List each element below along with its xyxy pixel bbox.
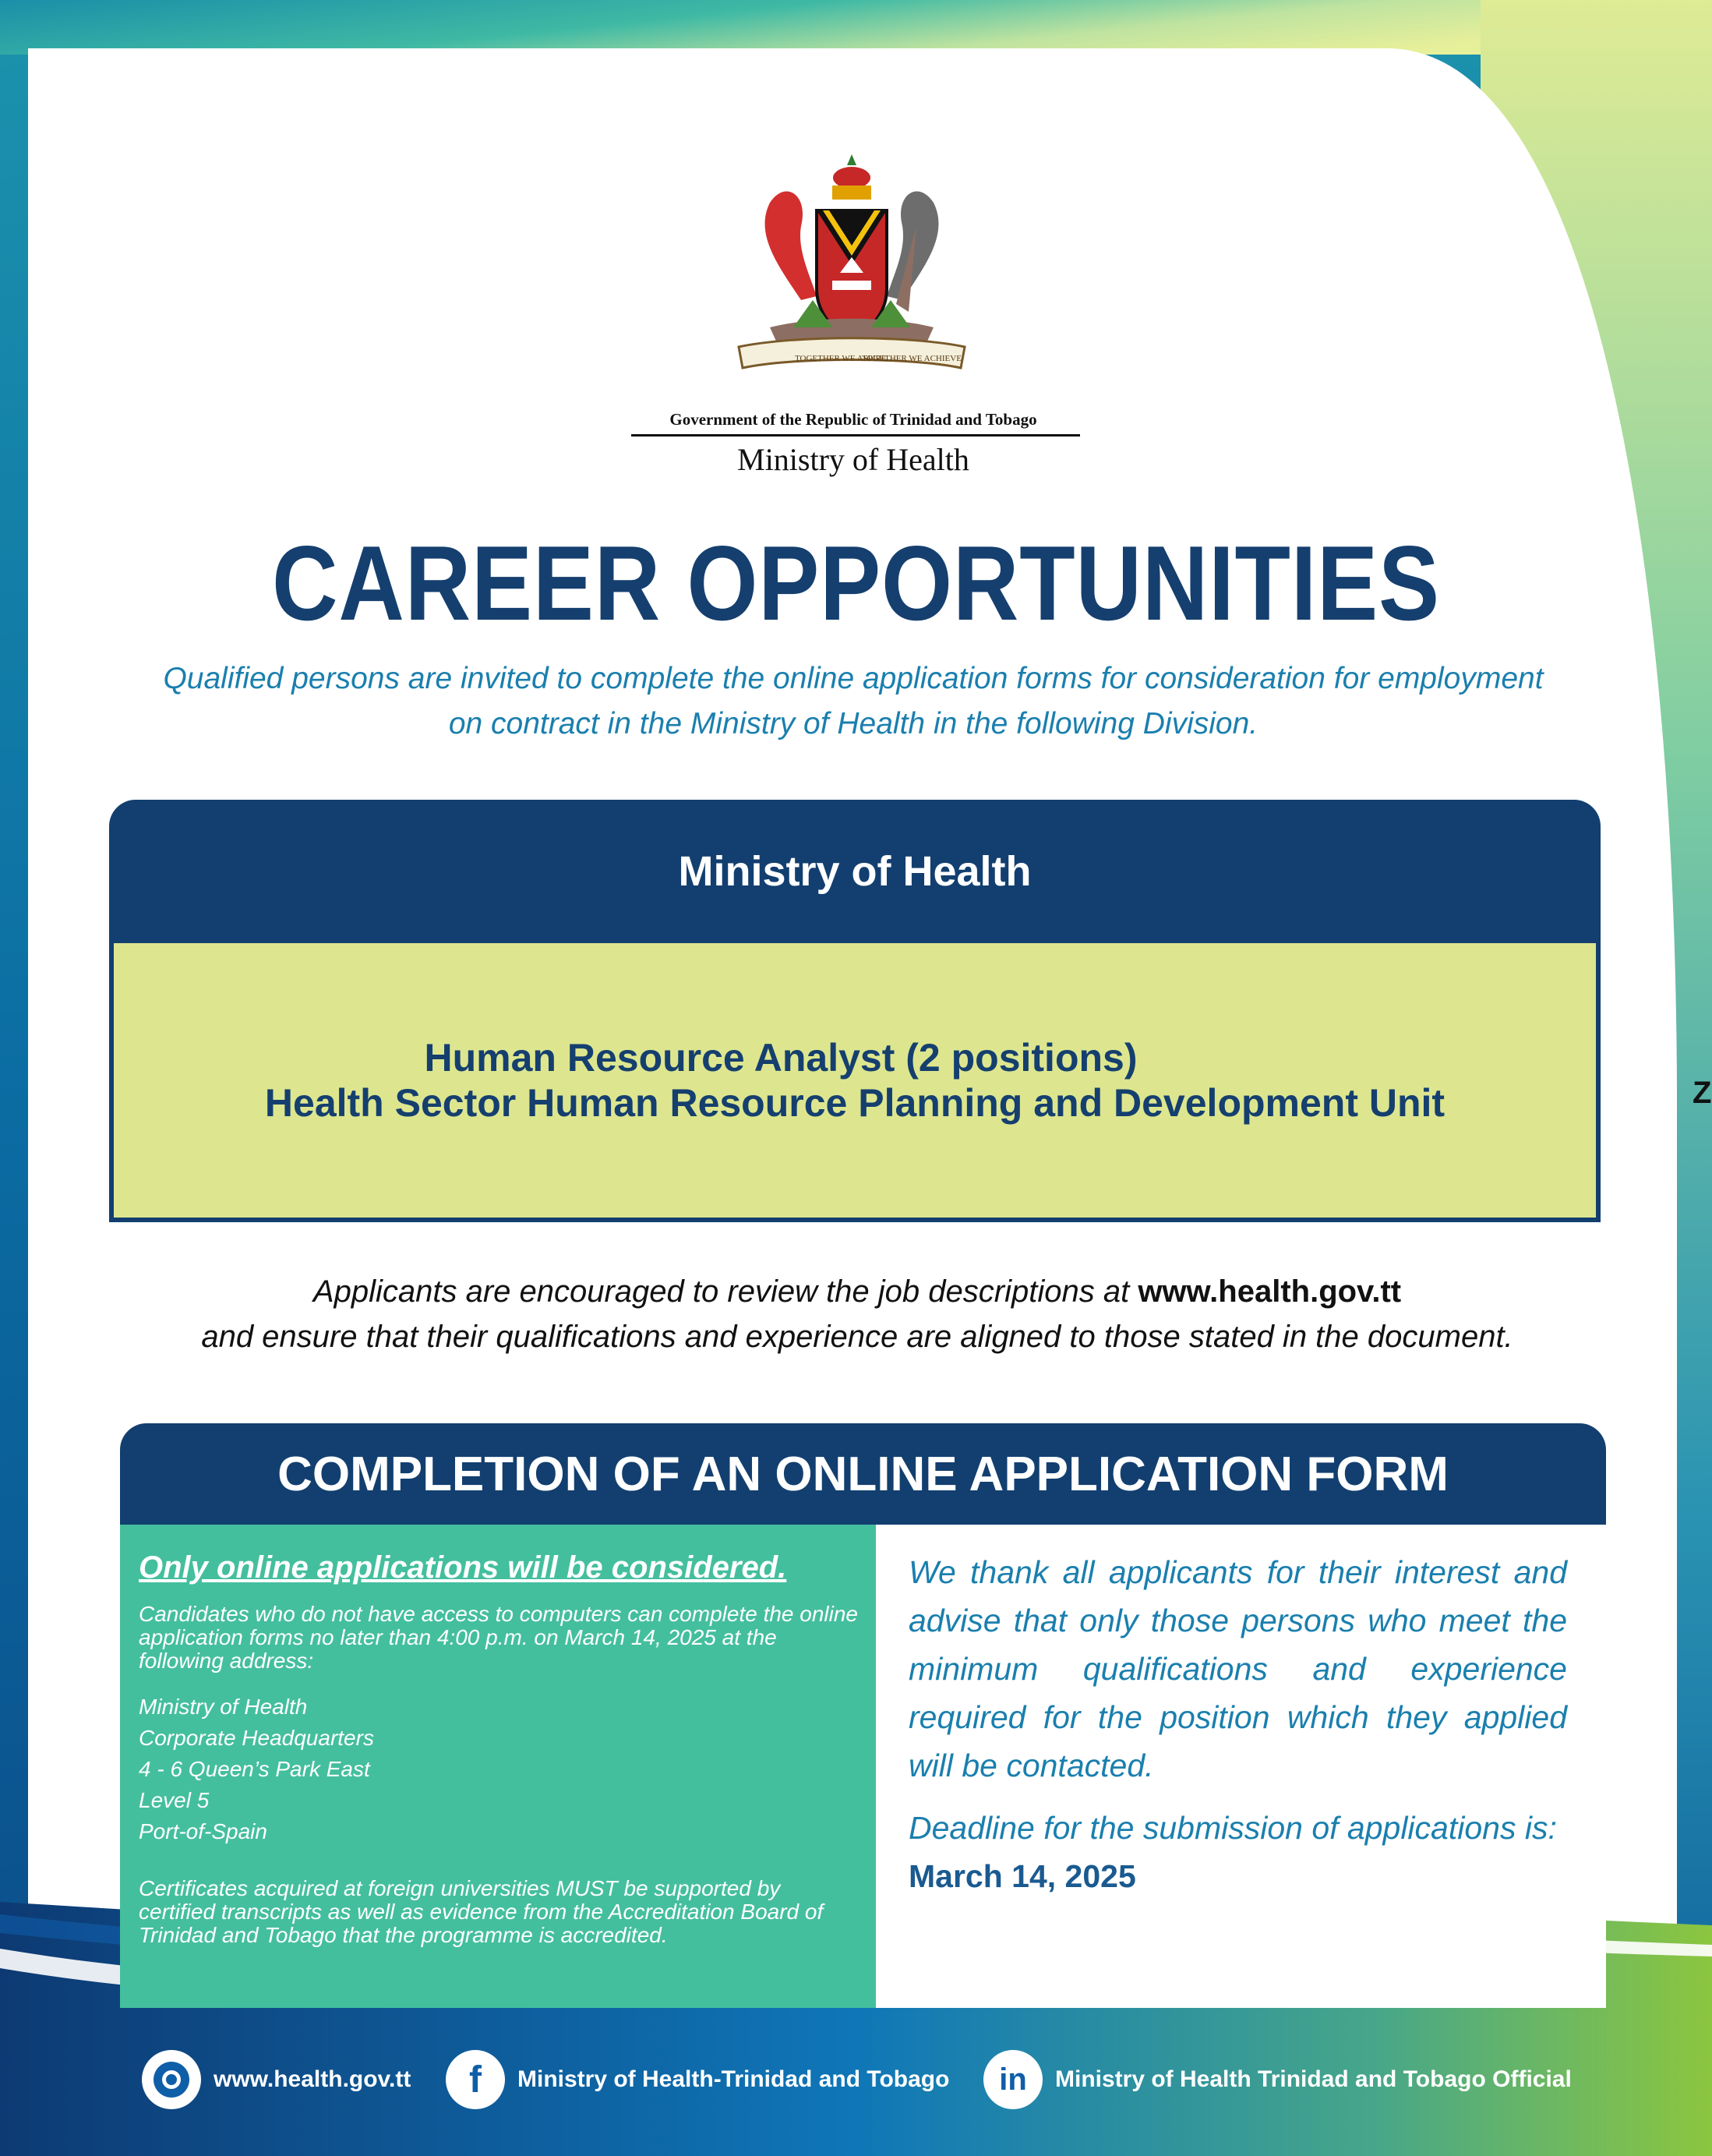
address-line: Corporate Headquarters	[139, 1726, 374, 1750]
crest-motto-left: TOGETHER WE ASPIRE	[795, 354, 887, 363]
address-line: Ministry of Health	[139, 1695, 308, 1719]
facebook-icon: f	[446, 2050, 505, 2109]
only-online-notice: Only online applications will be considered.	[139, 1550, 787, 1585]
header-divider	[631, 434, 1080, 437]
ministry-line: Ministry of Health	[737, 442, 969, 477]
completion-left-panel	[120, 1525, 876, 2008]
review-note-line-2: and ensure that their qualifications and experience are aligned to those stated in the document.	[201, 1320, 1513, 1354]
footer	[0, 2034, 1712, 2144]
ministry-box-heading: Ministry of Health	[109, 800, 1601, 943]
address-block	[139, 1691, 860, 1847]
ministry-box-body	[109, 943, 1601, 1222]
review-note-prefix: Applicants are encouraged to review the job descriptions at	[312, 1274, 1138, 1309]
footer-linkedin[interactable]	[983, 2050, 1572, 2109]
position-title: Human Resource Analyst (2 positions)	[424, 1036, 1138, 1080]
footer-website[interactable]	[142, 2050, 411, 2109]
page-title: CAREER OPPORTUNITIES	[272, 524, 1440, 642]
unit-title: Health Sector Human Resource Planning and Development Unit	[264, 1081, 1445, 1125]
review-note	[78, 1269, 1636, 1359]
review-note-line-1	[78, 1269, 1636, 1314]
government-line: Government of the Republic of Trinidad and Tobago	[669, 410, 1037, 429]
deadline-label: Deadline for the submission of applications is:	[909, 1810, 1557, 1846]
thanks-text: We thank all applicants for their interest and advise that only those persons who meet the minimum qualifications and experience required for the position which they applied will be contacted.	[909, 1554, 1567, 1783]
globe-icon	[142, 2050, 201, 2109]
completion-right-panel	[876, 1525, 1606, 2008]
footer-facebook-label: Ministry of Health-Trinidad and Tobago	[517, 2066, 950, 2092]
deadline-date: March 14, 2025	[909, 1858, 1136, 1894]
edge-mark: Z	[1693, 1076, 1712, 1110]
ministry-box	[109, 800, 1601, 1222]
intro-text: Qualified persons are invited to complete the online application forms for consideration for employment on contract in the Ministry of Health in the following Division.	[163, 662, 1544, 740]
candidates-text: Candidates who do not have access to computers can complete the online application forms no later than 4:00 p.m. on March 14, 2025 at the following address:	[139, 1602, 859, 1673]
address-line: Level 5	[139, 1788, 210, 1812]
address-line: 4 - 6 Queen’s Park East	[139, 1757, 370, 1781]
address-line: Port-of-Spain	[139, 1819, 267, 1843]
completion-heading: COMPLETION OF AN ONLINE APPLICATION FORM	[120, 1423, 1606, 1525]
footer-facebook[interactable]	[446, 2050, 949, 2109]
footer-linkedin-label: Ministry of Health Trinidad and Tobago Official	[1055, 2066, 1572, 2092]
crest-motto-right: TOGETHER WE ACHIEVE	[862, 354, 962, 363]
review-note-link[interactable]: www.health.gov.tt	[1138, 1274, 1402, 1309]
coat-of-arms-logo	[723, 148, 980, 390]
linkedin-icon: in	[983, 2050, 1043, 2109]
footer-website-label: www.health.gov.tt	[214, 2066, 411, 2092]
certificates-text: Certificates acquired at foreign universities MUST be supported by certified transcripts as well as evidence from the Accreditation Board of Trinidad and Tobago that the programme is accredited.	[139, 1876, 824, 1947]
